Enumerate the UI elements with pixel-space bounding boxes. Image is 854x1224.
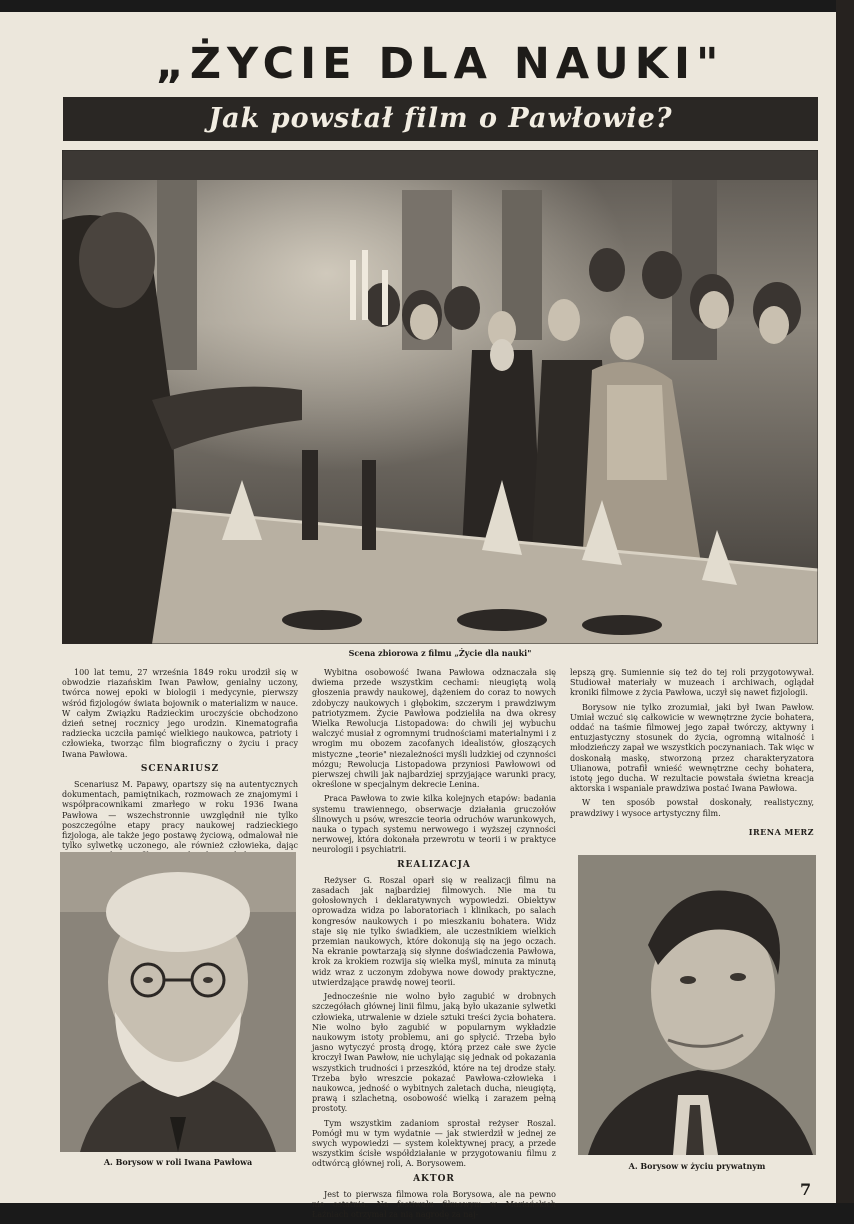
- column-3-paragraph-2: Borysow nie tylko zrozumiał, jaki był Iwan Pawłow. Umiał wczuć się całkowicie w wewnętrzne życie bohatera, oddać na taśmie filmowej jego zapał twórczy, aktywny i entuzjastyczny stosunek do życia, ogromną witalność i młodzieńczy zapał we wszystkich poczynaniach. Tak więc w doskonałą maskę, stworzoną przez charakteryzatora Ulianowa, potrafił wnieść wewnętrzne cechy bohatera, istotę jego ducha. W rezultacie powstała świetna kreacja aktorska i wspaniale prawdziwa postać Iwana Pawłowa.: [570, 702, 814, 794]
- main-photo-caption: Scena zbiorowa z filmu „Życie dla nauki": [348, 648, 532, 658]
- section-heading-scenariusz: SCENARIUSZ: [140, 763, 220, 774]
- column-2-paragraph-2: Praca Pawłowa to zwie kilka kolejnych etapów: badania systemu trawiennego, obserwacje działania gruczołów ślinowych u psów, wreszcie teoria odruchów warunkowych, nauka o typach systemu nerwowego i wyższej czynności nerwowej, która dokonała przewrotu w teorii i w praktyce neurologii i psychiatrii.: [312, 794, 556, 855]
- article-column-1: [62, 668, 298, 866]
- article-subtitle-banner: Jak powstał film o Pawłowie?: [63, 97, 818, 141]
- column-3-paragraph-3: W ten sposób powstał doskonały, realistyczny, prawdziwy i wysoce artystyczny film.: [570, 798, 814, 818]
- section-heading-realizacja: REALIZACJA: [397, 859, 471, 870]
- article-title: „ŻYCIE DLA NAUKI": [155, 39, 725, 89]
- article-column-3: [570, 668, 814, 837]
- intro-paragraph: 100 lat temu, 27 września 1849 roku urodził się w obwodzie riazańskim Iwan Pawłow, genialny uczony, twórca nowej epoki w biologii i medycynie, pierwszy wśród fizjologów świata bojownik o materializm w nauce. W całym Związku Radzieckim uroczyście obchodzono dzień setnej rocznicy jego urodzin. Kinematografia radziecka uczciła pamięć wielkiego naukowca, patrioty i człowieka, tworząc film biograficzny o życiu i pracy Iwana Pawłowa.: [62, 668, 298, 759]
- left-portrait-caption: A. Borysow w roli Iwana Pawłowa: [103, 1157, 253, 1167]
- banquet-scene-photo: [62, 150, 818, 644]
- right-portrait-caption: A. Borysow w życiu prywatnym: [628, 1161, 766, 1171]
- realizacja-paragraph-1: Reżyser G. Roszal oparł się w realizacji filmu na zasadach jak najbardziej filmowych. Nie ma tu gołosłownych i deklaratywnych wypowiedzi. Obiektyw oprowadza widza po laboratoriach i klinikach, po salach kongresów naukowych i po mieszkaniu bohatera. Widz staje się nie tylko świadkiem, ale uczestnikiem wielkich przemian naukowych, które dokonują się na jego oczach. Na ekranie powtarzają się słynne doświadczenia Pawłowa, krok za krokiem rozwija się wielka myśl, minuta za minutą widz wraz z uczonym zdobywa nowe dowody praktyczne, utwierdzające prawdę nowej teorii.: [312, 875, 556, 987]
- actor-private-portrait-photo: [578, 855, 816, 1155]
- scenariusz-paragraph: Scenariusz M. Papawy, opartszy się na autentycznych dokumentach, pamiętnikach, rozmowach ze znajomymi i współpracownikami zmarłego w roku 1936 Iwana Pawłowa — wszechstronnie uwzględnił nie tylko poszczególne etapy pracy naukowej radzieckiego fizjologa, ale także jego postawę życiową, odmalował nie tylko sylwetkę uczonego, ale również człowieka, dając: [62, 780, 298, 851]
- article-column-2: [312, 668, 556, 1224]
- section-heading-aktor: AKTOR: [413, 1173, 455, 1184]
- column-2-paragraph-1: Wybitna osobowość Iwana Pawłowa odznaczała się dwiema przede wszystkim cechami: nieugiętą wolą głoszenia prawdy naukowej, dążeniem do coraz to nowych zdobyczy naukowych i głębokim, szczerym i prawdziwym patriotyzmem. Życie Pawłowa podzieliła na dwa okresy Wielka Rewolucja Listopadowa: do chwili jej wybuchu walczyć musiał z ogromnymi trudnościami materialnymi i z wrogim mu obozem zacofanych idealistów, głoszących mistyczne „teorie" niezależności myśli ludzkiej od czynności mózgu; Rewolucja Listopadowa przyniosi Pawłowowi od pierwszej chwili jak najbardziej sprzyjające warunki pracy, określone w specjalnym dekrecie Lenina.: [312, 668, 556, 790]
- page-edge: [836, 0, 854, 1203]
- aktor-paragraph: Jest to pierwsza filmowa rola Borysowa, ale na pewno nie ostatnia. Na festiwalu filmowym w Mariańskich Łaźniach otrzymał za nią nagrodę za naj-: [312, 1189, 556, 1220]
- author-signature: IRENA MERZ: [748, 826, 814, 837]
- column-3-paragraph-1: lepszą grę. Sumiennie się też do tej roli przygotowywał. Studiował materiały w muzeach i archiwach, oglądał kroniki filmowe z życia Pawłowa, uczył się nawet fizjologii.: [570, 668, 814, 698]
- pavlov-role-portrait-photo: [60, 852, 296, 1152]
- realizacja-paragraph-3: Tym wszystkim zadaniom sprostał reżyser Roszal. Pomógł mu w tym wydatnie — jak stwierdził w jednej ze swych wypowiedzi — system kolektywnej pracy, a przede wszystkim ścisłe współdziałanie w przygotowaniu filmu z odtwórcą głównej roli, A. Borysowem.: [312, 1118, 556, 1169]
- page-number: 7: [800, 1180, 812, 1199]
- realizacja-paragraph-2: Jednocześnie nie wolno było zagubić w drobnych szczegółach głównej linii filmu, jaką było ukazanie sylwetki człowieka, utrwalenie w dziele sztuki treści życia bohatera. Nie wolno było zagubić w popularnym wykładzie naukowym istoty problemu, ani go spłycić. Trzeba było jasno wytyczyć prostą drogę, którą przez całe swe życie kroczył Iwan Pawłow, nie uchylając się jednak od pokazania wszystkich trudności i przeszkód, które na tej drodze stały. Trzeba było wreszcie pokazać Pawłowa-człowieka i naukowca, jedność o wybitnych zaletach ducha, nieugiętą, prawą i szlachetną, osobowość wielką i zarazem pełną prostoty.: [312, 992, 556, 1114]
